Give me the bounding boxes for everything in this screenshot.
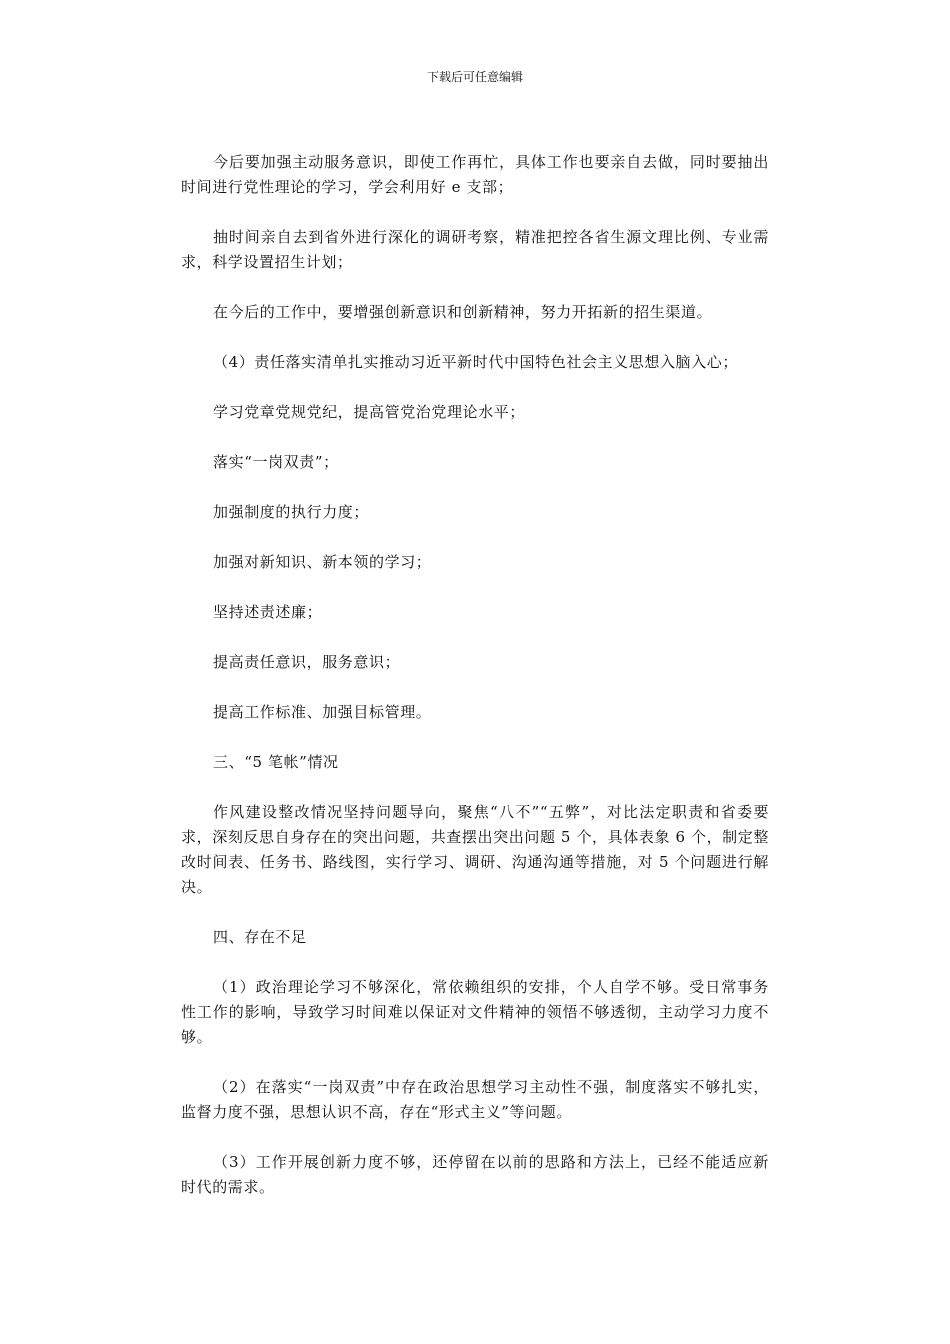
paragraph: 今后要加强主动服务意识，即使工作再忙，具体工作也要亲自去做，同时要抽出时间进行党性理论的学习，学会利用好 e 支部；: [181, 153, 769, 196]
paragraph: （1）政治理论学习不够深化，常依赖组织的安排，个人自学不够。受日常事务性工作的影响，导致学习时间难以保证对文件精神的领悟不够透彻，主动学习力度不够。: [181, 978, 769, 1046]
page-header: 下载后可任意编辑: [426, 70, 523, 84]
paragraph: 落实“一岗双责”；: [213, 453, 339, 471]
paragraph: （3）工作开展创新力度不够，还停留在以前的思路和方法上，已经不能适应新时代的需求。: [181, 1153, 769, 1196]
paragraph: 作风建设整改情况坚持问题导向，聚焦“八不”“五弊”，对比法定职责和省委要求，深刻反思自身存在的突出问题，共查摆出突出问题 5 个，具体表象 6 个，制定整改时间表、任务书、路线图，实行学习、调研、沟通沟通等措施，对 5 个问题进行解决。: [181, 803, 769, 896]
document-body: [181, 150, 769, 1225]
paragraph: 加强制度的执行力度；: [213, 503, 370, 521]
paragraph: 加强对新知识、新本领的学习；: [213, 553, 432, 571]
paragraph: 在今后的工作中，要增强创新意识和创新精神，努力开拓新的招生渠道。: [213, 303, 713, 321]
section-heading: 四、存在不足: [213, 928, 307, 946]
paragraph: （4）责任落实清单扎实推动习近平新时代中国特色社会主义思想入脑入心；: [213, 353, 738, 371]
paragraph: 提高工作标准、加强目标管理。: [213, 703, 432, 721]
paragraph: （2）在落实“一岗双责”中存在政治思想学习主动性不强，制度落实不够扎实，监督力度不强，思想认识不高，存在“形式主义”等问题。: [181, 1078, 769, 1121]
section-heading: 三、“5 笔帐”情况: [213, 753, 339, 771]
paragraph: 提高责任意识，服务意识；: [213, 653, 401, 671]
paragraph: 抽时间亲自去到省外进行深化的调研考察，精准把控各省生源文理比例、专业需求，科学设置招生计划；: [181, 228, 769, 271]
paragraph: 坚持述责述廉；: [213, 603, 323, 621]
paragraph: 学习党章党规党纪，提高管党治党理论水平；: [213, 403, 526, 421]
